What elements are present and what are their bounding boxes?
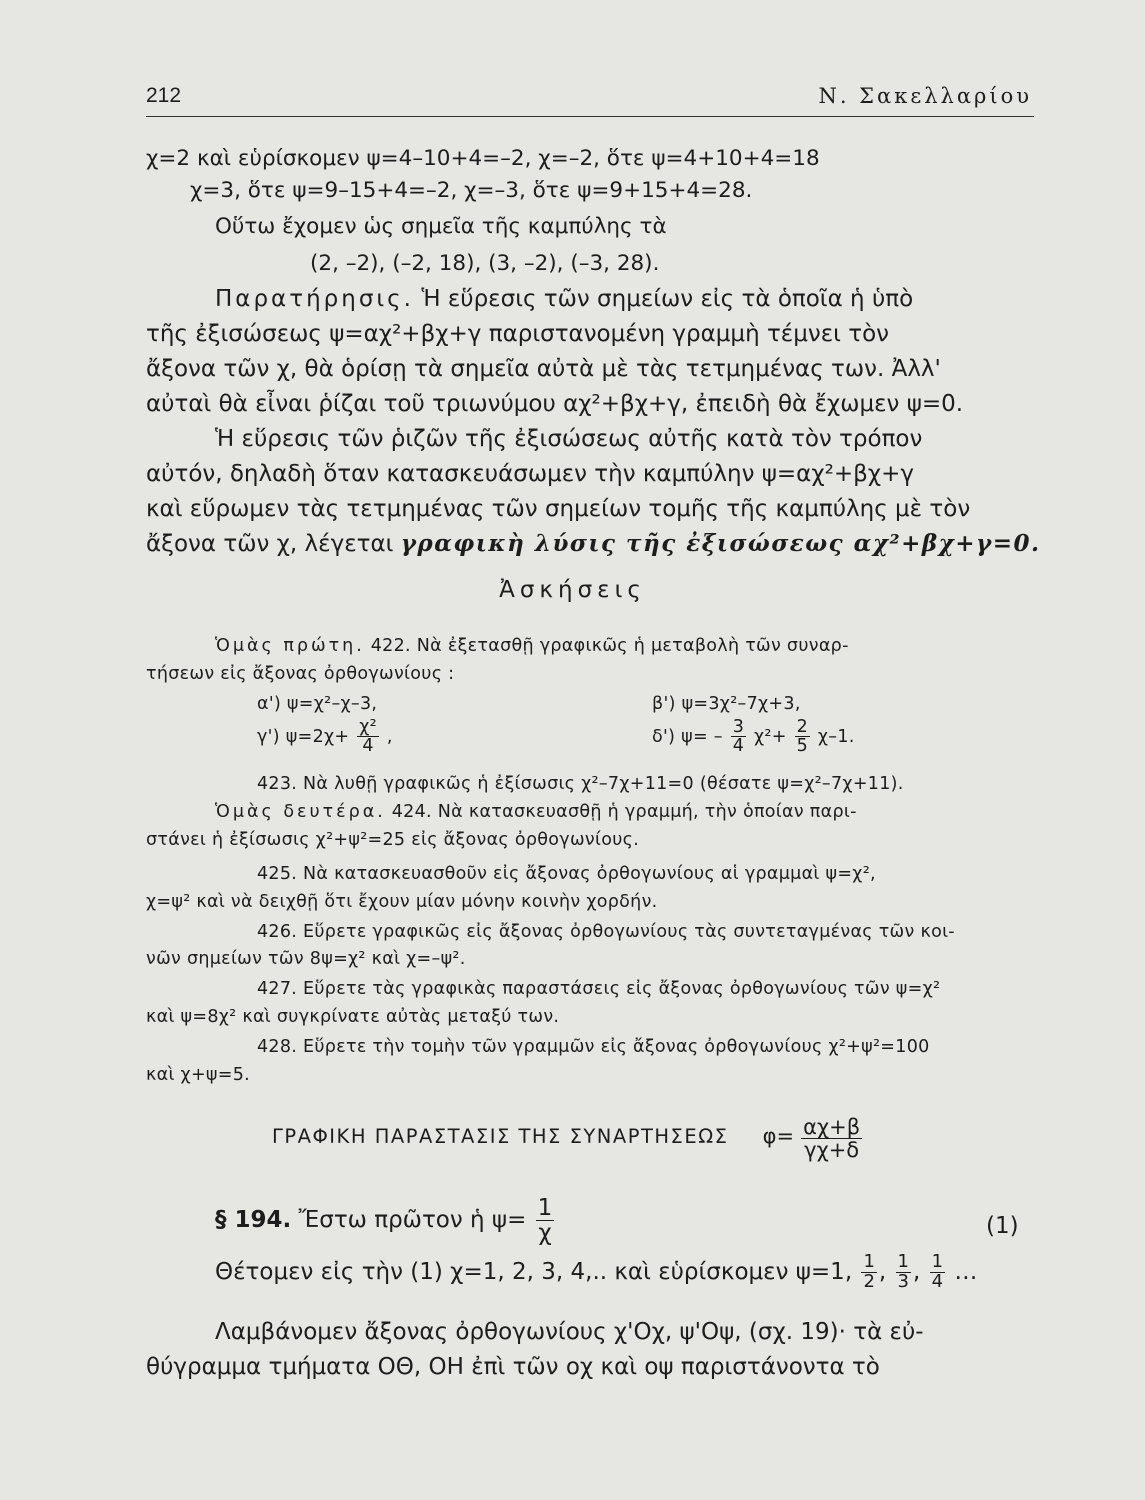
delta-numerator-2: 2 <box>796 717 809 737</box>
exercise-423: 423. Νὰ λυθῇ γραφικῶς ἡ ἐξίσωσις χ²–7χ+11=0 (θέσατε ψ=χ²–7χ+11). <box>257 774 904 794</box>
exercise-428-cont: καὶ χ+ψ=5. <box>146 1065 251 1085</box>
function-fraction <box>801 1116 862 1161</box>
exercise-425: 425. Νὰ κατασκευασθοῦν εἰς ἄξονας ὀρθογωνίους αἱ γραμμαὶ ψ=χ², <box>257 864 876 884</box>
exercises-heading: Ἀσκήσεις <box>499 577 646 603</box>
page-number: 212 <box>146 84 182 107</box>
function-lhs: φ= <box>762 1124 795 1149</box>
function-denominator: γχ+δ <box>804 1138 860 1163</box>
section-title <box>272 1116 864 1161</box>
paragraph-194 <box>215 1196 556 1245</box>
exercise-426: 426. Εὕρετε γραφικῶς εἰς ἄξονας ὀρθογωνίους τὰς συντεταγμένας τῶν κοι- <box>257 922 955 942</box>
remark-line <box>215 285 913 313</box>
paragraph-194-denominator: χ <box>538 1220 552 1247</box>
quarter-numerator: 1 <box>931 1251 944 1272</box>
section-title-text: ΓΡΑΦΙΚΗ ΠΑΡΑΣΤΑΣΙΣ ΤΗΣ ΣΥΝΑΡΤΗΣΕΩΣ <box>272 1125 729 1149</box>
third-denominator: 3 <box>897 1270 909 1292</box>
exercise-422 <box>215 632 849 660</box>
text-line-2: χ=3, ὅτε ψ=9–15+4=–2, χ=–3, ὅτε ψ=9+15+4=28. <box>190 178 753 203</box>
section-line-3: Λαμβάνομεν ἄξονας ὀρθογωνίους χ'Οχ, ψ'Οψ, (σχ. 19)· τὰ εὐ- <box>215 1319 924 1345</box>
gamma-prefix: γ') ψ=2χ+ <box>257 726 350 747</box>
gamma-fraction <box>357 718 379 756</box>
exercise-beta: β') ψ=3χ²–7χ+3, <box>652 694 801 714</box>
text-line-11: καὶ εὕρωμεν τὰς τετμημένας τῶν σημείων τομῆς τῆς καμπύλης μὲ τὸν <box>146 496 971 522</box>
exercise-gamma <box>257 718 393 756</box>
delta-denominator-2: 5 <box>796 736 809 757</box>
exercise-424-cont: στάνει ἡ ἐξίσωσις χ²+ψ²=25 εἰς ἄξονας ὀρθογωνίους. <box>146 830 640 850</box>
exercise-alpha: α') ψ=χ²–χ–3, <box>257 694 378 714</box>
graphic-solution-term: γραφικὴ λύσις τῆς ἐξισώσεως αχ²+βχ+γ=0. <box>400 530 1041 557</box>
delta-fraction-1 <box>731 718 746 756</box>
group-one-label: Ὁμὰς πρώτη. <box>215 636 365 656</box>
delta-fraction-2 <box>795 718 810 756</box>
text-line-6: τῆς ἐξισώσεως ψ=αχ²+βχ+γ παριστανομένη γραμμὴ τέμνει τὸν <box>146 321 890 347</box>
fraction-one-third <box>896 1253 911 1292</box>
paragraph-194-numerator: 1 <box>537 1195 553 1221</box>
exercise-delta <box>652 718 855 756</box>
delta-numerator-1: 3 <box>732 717 745 737</box>
gamma-numerator: χ² <box>359 717 377 737</box>
fraction-one-half <box>861 1253 876 1292</box>
half-numerator: 1 <box>863 1251 875 1272</box>
text-line-3: Οὕτω ἔχομεν ὡς σημεῖα τῆς καμπύλης τὰ <box>215 214 667 239</box>
third-numerator: 1 <box>897 1251 909 1272</box>
exercise-427-cont: καὶ ψ=8χ² καὶ συγκρίνατε αὐτὰς μεταξύ των. <box>146 1007 560 1027</box>
page-header <box>146 82 1034 117</box>
text-line-9: Ἡ εὕρεσις τῶν ῥιζῶν τῆς ἐξισώσεως αὐτῆς κατὰ τὸν τρόπον <box>215 426 923 452</box>
quarter-denominator: 4 <box>931 1270 944 1292</box>
group-two-label: Ὁμὰς δευτέρα. <box>215 802 386 822</box>
running-head: Ν. Σακελλαρίου <box>818 84 1032 108</box>
half-denominator: 2 <box>863 1270 875 1292</box>
section-line-4: θύγραμμα τμήματα ΟΘ, ΟΗ ἐπὶ τῶν οχ καὶ οψ παριστάνοντα τὸ <box>146 1354 880 1380</box>
exercise-424-text: 424. Νὰ κατασκευασθῇ ἡ γραμμή, τὴν ὁποίαν παρι- <box>391 802 857 822</box>
exercise-427: 427. Εὕρετε τὰς γραφικὰς παραστάσεις εἰς ἄξονας ὀρθογωνίους τῶν ψ=χ² <box>257 979 941 999</box>
section-line-2-text: Θέτομεν εἰς τὴν (1) χ=1, 2, 3, 4,.. καὶ εὑρίσκομεν ψ=1, <box>215 1258 853 1285</box>
fraction-one-quarter <box>930 1253 945 1292</box>
exercise-425-cont: χ=ψ² καὶ νὰ δειχθῇ ὅτι ἔχουν μίαν μόνην κοινὴν χορδήν. <box>146 892 658 912</box>
exercise-428: 428. Εὕρετε τὴν τομὴν τῶν γραμμῶν εἰς ἄξονας ὀρθογωνίους χ²+ψ²=100 <box>257 1037 930 1057</box>
delta-denominator-1: 4 <box>732 736 745 757</box>
text-line-10: αὐτόν, δηλαδὴ ὅταν κατασκευάσωμεν τὴν καμπύλην ψ=αχ²+βχ+γ <box>146 461 914 487</box>
section-line-2: Θέτομεν εἰς τὴν (1) χ=1, 2, 3, 4,.. καὶ εὑρίσκομεν ψ=1, $\frac{1}{2}$ , $\frac{1}{3}$ , $\frac{1}{4}$ … <box>215 1251 978 1292</box>
text-line-12 <box>146 530 1040 558</box>
exercise-422-cont: τήσεων εἰς ἄξονας ὀρθογωνίους : <box>146 664 455 684</box>
delta-prefix: δ') ψ= – <box>652 726 723 747</box>
exercise-422-text: 422. Νὰ ἐξετασθῇ γραφικῶς ἡ μεταβολὴ τῶν συναρ- <box>370 636 849 656</box>
paragraph-194-fraction <box>536 1196 555 1245</box>
text-line-1: χ=2 καὶ εὑρίσκομεν ψ=4–10+4=–2, χ=–2, ὅτε ψ=4+10+4=18 <box>146 146 820 171</box>
exercise-426-cont: νῶν σημείων τῶν 8ψ=χ² καὶ χ=–ψ². <box>146 949 466 969</box>
delta-middle: χ²+ <box>754 726 787 747</box>
remark-label: Παρατήρησις. <box>215 286 414 312</box>
text-line-8: αὐταὶ θὰ εἶναι ῥίζαι τοῦ τριωνύμου αχ²+βχ+γ, ἐπειδὴ θὰ ἔχωμεν ψ=0. <box>146 391 964 417</box>
text-line-7: ἄξονα τῶν χ, θὰ ὁρίσῃ τὰ σημεῖα αὐτὰ μὲ τὰς τετμημένας των. Ἀλλ' <box>146 356 941 382</box>
gamma-suffix: , <box>386 726 393 747</box>
paragraph-194-text: Ἔστω πρῶτον ἡ ψ= <box>298 1207 527 1234</box>
exercise-424 <box>215 798 857 826</box>
remark-text: Ἡ εὕρεσις τῶν σημείων εἰς τὰ ὁποῖα ἡ ὑπὸ <box>421 286 914 312</box>
gamma-denominator: 4 <box>362 736 374 757</box>
equation-number: (1) <box>986 1213 1019 1239</box>
delta-suffix: χ–1. <box>817 726 855 747</box>
paragraph-194-label: § 194. <box>215 1207 292 1234</box>
function-numerator: αχ+β <box>803 1115 861 1139</box>
point-list: (2, –2), (–2, 18), (3, –2), (–3, 28). <box>310 251 660 276</box>
text-line-12-plain: ἄξονα τῶν χ, λέγεται <box>146 531 394 557</box>
section-line-2-ellipsis: … <box>954 1258 978 1285</box>
